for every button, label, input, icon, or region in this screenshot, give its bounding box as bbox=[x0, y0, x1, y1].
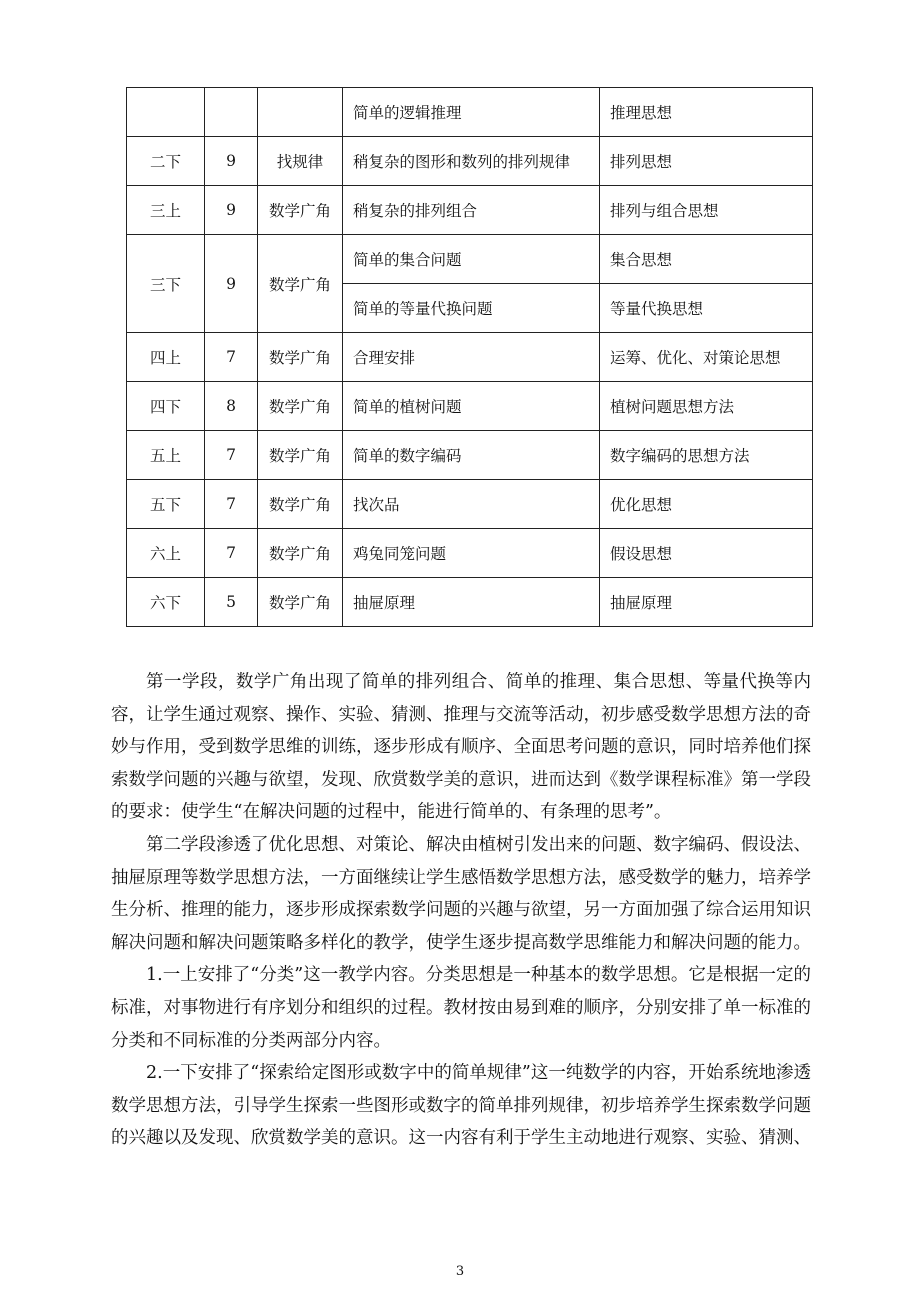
thought-cell: 等量代换思想 bbox=[600, 284, 813, 333]
table-row bbox=[127, 578, 813, 627]
content-cell: 简单的逻辑推理 bbox=[343, 88, 600, 137]
table-row bbox=[127, 137, 813, 186]
thought-cell: 集合思想 bbox=[600, 235, 813, 284]
topic-cell: 数学广角 bbox=[258, 480, 343, 529]
unit-cell: 5 bbox=[205, 578, 258, 627]
topic-cell: 数学广角 bbox=[258, 578, 343, 627]
paragraph-item-2: 2.一下安排了“探索给定图形或数字中的简单规律”这一纯数学的内容，开始系统地渗透数学思想方法，引导学生探索一些图形或数字的简单排列规律，初步培养学生探索数学问题的兴趣以及发现、欣赏数学美的意识。这一内容有利于学生主动地进行观察、实验、猜测、 bbox=[111, 1063, 811, 1149]
thought-cell: 植树问题思想方法 bbox=[600, 382, 813, 431]
topic-cell: 数学广角 bbox=[258, 529, 343, 578]
grade-cell: 六上 bbox=[127, 529, 205, 578]
grade-cell: 三下 bbox=[127, 235, 205, 333]
content-cell: 简单的等量代换问题 bbox=[343, 284, 600, 333]
content-cell: 抽屉原理 bbox=[343, 578, 600, 627]
unit-cell: 7 bbox=[205, 480, 258, 529]
page-number: 3 bbox=[455, 1264, 465, 1279]
grade-cell: 四下 bbox=[127, 382, 205, 431]
table-row bbox=[127, 333, 813, 382]
paragraph-item-1: 1.一上安排了“分类”这一教学内容。分类思想是一种基本的数学思想。它是根据一定的标准，对事物进行有序划分和组织的过程。教材按由易到难的顺序，分别安排了单一标准的分类和不同标准的分类两部分内容。 bbox=[111, 965, 811, 1051]
grade-cell: 三上 bbox=[127, 186, 205, 235]
paragraph-second-stage: 第二学段渗透了优化思想、对策论、解决由植树引发出来的问题、数字编码、假设法、抽屉原理等数学思想方法，一方面继续让学生感悟数学思想方法，感受数学的魅力，培养学生分析、推理的能力，逐步形成探索数学问题的兴趣与欲望，另一方面加强了综合运用知识解决问题和解决问题策略多样化的教学，使学生逐步提高数学思维能力和解决问题的能力。 bbox=[111, 834, 811, 953]
thought-cell: 推理思想 bbox=[600, 88, 813, 137]
grade-cell: 二下 bbox=[127, 137, 205, 186]
curriculum-table bbox=[126, 87, 813, 627]
table-row bbox=[127, 431, 813, 480]
thought-cell: 优化思想 bbox=[600, 480, 813, 529]
grade-cell: 六下 bbox=[127, 578, 205, 627]
topic-cell: 找规律 bbox=[258, 137, 343, 186]
topic-cell: 数学广角 bbox=[258, 235, 343, 333]
table-row bbox=[127, 529, 813, 578]
thought-cell: 运筹、优化、对策论思想 bbox=[600, 333, 813, 382]
content-cell: 简单的集合问题 bbox=[343, 235, 600, 284]
unit-cell: 7 bbox=[205, 529, 258, 578]
topic-cell: 数学广角 bbox=[258, 333, 343, 382]
paragraph-first-stage: 第一学段，数学广角出现了简单的排列组合、简单的推理、集合思想、等量代换等内容，让学生通过观察、操作、实验、猜测、推理与交流等活动，初步感受数学思想方法的奇妙与作用，受到数学思维的训练，逐步形成有顺序、全面思考问题的意识，同时培养他们探索数学问题的兴趣与欲望，发现、欣赏数学美的意识，进而达到《数学课程标准》第一学段的要求：使学生“在解决问题的过程中，能进行简单的、有条理的思考”。 bbox=[111, 672, 811, 823]
table-row bbox=[127, 88, 813, 137]
table-row bbox=[127, 186, 813, 235]
content-cell: 简单的数字编码 bbox=[343, 431, 600, 480]
unit-cell: 7 bbox=[205, 431, 258, 480]
table-row bbox=[127, 382, 813, 431]
grade-cell: 五下 bbox=[127, 480, 205, 529]
grade-cell bbox=[127, 88, 205, 137]
content-cell: 稍复杂的排列组合 bbox=[343, 186, 600, 235]
topic-cell: 数学广角 bbox=[258, 186, 343, 235]
body-text bbox=[111, 666, 811, 1155]
table-row bbox=[127, 480, 813, 529]
unit-cell: 8 bbox=[205, 382, 258, 431]
content-cell: 稍复杂的图形和数列的排列规律 bbox=[343, 137, 600, 186]
grade-cell: 五上 bbox=[127, 431, 205, 480]
content-cell: 鸡兔同笼问题 bbox=[343, 529, 600, 578]
thought-cell: 排列思想 bbox=[600, 137, 813, 186]
content-cell: 找次品 bbox=[343, 480, 600, 529]
thought-cell: 抽屉原理 bbox=[600, 578, 813, 627]
unit-cell bbox=[205, 88, 258, 137]
topic-cell: 数学广角 bbox=[258, 382, 343, 431]
grade-cell: 四上 bbox=[127, 333, 205, 382]
unit-cell: 9 bbox=[205, 137, 258, 186]
table-row bbox=[127, 235, 813, 284]
content-cell: 合理安排 bbox=[343, 333, 600, 382]
unit-cell: 9 bbox=[205, 235, 258, 333]
topic-cell: 数学广角 bbox=[258, 431, 343, 480]
unit-cell: 9 bbox=[205, 186, 258, 235]
thought-cell: 数字编码的思想方法 bbox=[600, 431, 813, 480]
content-cell: 简单的植树问题 bbox=[343, 382, 600, 431]
unit-cell: 7 bbox=[205, 333, 258, 382]
thought-cell: 假设思想 bbox=[600, 529, 813, 578]
topic-cell bbox=[258, 88, 343, 137]
thought-cell: 排列与组合思想 bbox=[600, 186, 813, 235]
